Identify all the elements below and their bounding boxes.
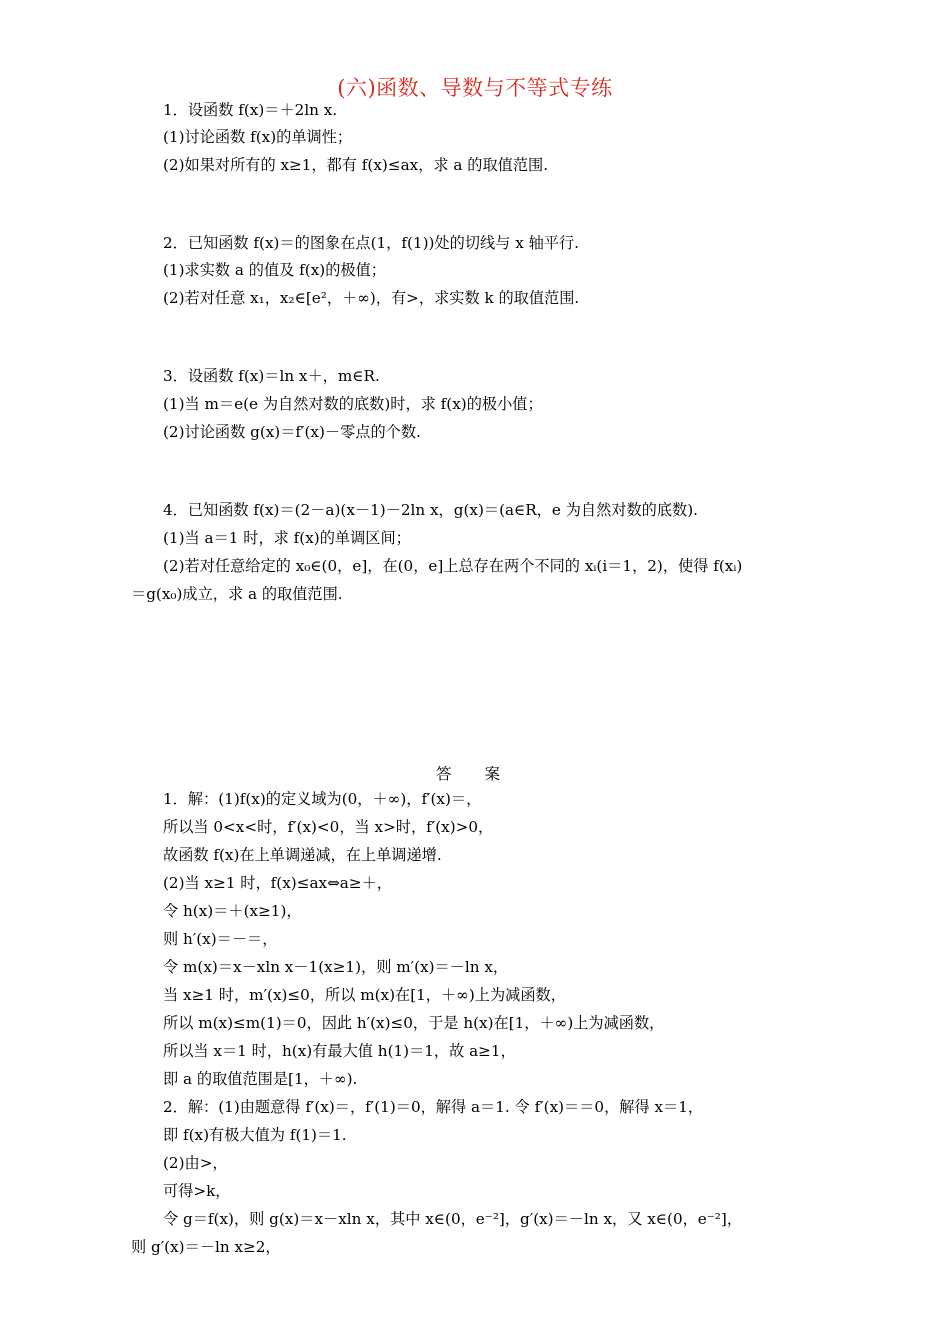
answer-line: 所以当 x＝1 时，h(x)有最大值 h(1)＝1，故 a≥1， [163, 1042, 516, 1060]
answer-line: 1．解：(1)f(x)的定义域为(0，＋∞)，f′(x)＝， [163, 790, 482, 808]
answer-line: 则 h′(x)＝－＝， [163, 930, 278, 948]
answer-line: (2)由>， [163, 1154, 228, 1172]
answer-line: 则 g′(x)＝－ln x≥2， [131, 1238, 281, 1256]
answer-line: 即 f(x)有极大值为 f(1)＝1. [163, 1126, 347, 1144]
answer-line: (2)当 x≥1 时，f(x)≤ax⇔a≥＋， [163, 874, 392, 892]
answer-line: 所以 m(x)≤m(1)＝0，因此 h′(x)≤0，于是 h(x)在[1，＋∞)上为减函数， [163, 1014, 665, 1032]
answer-line: 故函数 f(x)在上单调递减，在上单调递增. [163, 846, 442, 864]
page-title: (六)函数、导数与不等式专练 [337, 76, 613, 100]
problem-4-part-2: (2)若对任意给定的 x₀∈(0，e]，在(0，e]上总存在两个不同的 xᵢ(i＝1，2)，使得 f(xᵢ) [163, 557, 743, 575]
problem-1-part-1: (1)讨论函数 f(x)的单调性； [163, 128, 353, 146]
problem-2-part-2: (2)若对任意 x₁，x₂∈[e²，＋∞)，有>，求实数 k 的取值范围. [163, 289, 580, 307]
answer-line: 当 x≥1 时，m′(x)≤0，所以 m(x)在[1，＋∞)上为减函数， [163, 986, 566, 1004]
answer-line: 即 a 的取值范围是[1，＋∞). [163, 1070, 358, 1088]
problem-4-part-2-cont: ＝g(x₀)成立，求 a 的取值范围. [131, 585, 343, 603]
answer-line: 令 g＝f(x)，则 g(x)＝x－xln x，其中 x∈(0，e⁻²]，g′(x)＝－ln x，又 x∈(0，e⁻²]， [163, 1210, 743, 1228]
answers-title: 答 案 [436, 765, 514, 783]
problem-3-part-1: (1)当 m＝e(e 为自然对数的底数)时，求 f(x)的极小值； [163, 395, 543, 413]
problem-2-stem: 2．已知函数 f(x)＝的图象在点(1，f(1))处的切线与 x 轴平行. [163, 234, 579, 252]
problem-1-stem: 1．设函数 f(x)＝＋2ln x. [163, 101, 338, 119]
answer-line: 可得>k， [163, 1182, 231, 1200]
problem-1-part-2: (2)如果对所有的 x≥1，都有 f(x)≤ax，求 a 的取值范围. [163, 156, 549, 174]
problem-3-part-2: (2)讨论函数 g(x)＝f′(x)－零点的个数. [163, 423, 421, 441]
answer-line: 2．解：(1)由题意得 f′(x)＝，f′(1)＝0，解得 a＝1. 令 f′(x)＝＝0，解得 x＝1， [163, 1098, 704, 1116]
problem-4-part-1: (1)当 a＝1 时，求 f(x)的单调区间； [163, 529, 411, 547]
answer-line: 令 m(x)＝x－xln x－1(x≥1)，则 m′(x)＝－ln x， [163, 958, 509, 976]
problem-2-part-1: (1)求实数 a 的值及 f(x)的极值； [163, 261, 386, 279]
answer-line: 令 h(x)＝＋(x≥1)， [163, 902, 302, 920]
answer-line: 所以当 0<x<时，f′(x)<0，当 x>时，f′(x)>0， [163, 818, 494, 836]
problem-3-stem: 3．设函数 f(x)＝ln x＋，m∈R. [163, 367, 380, 385]
problem-4-stem: 4．已知函数 f(x)＝(2－a)(x－1)－2ln x，g(x)＝(a∈R，e 为自然对数的底数). [163, 501, 698, 519]
